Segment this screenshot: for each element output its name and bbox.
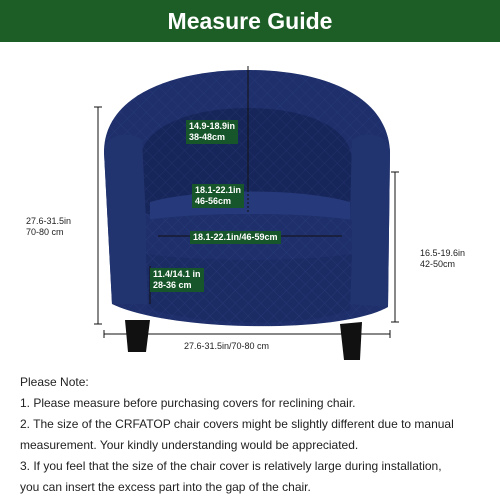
seat-depth-label: 18.1-22.1in 46-56cm	[192, 184, 244, 208]
note-line-3: measurement. Your kindly understanding would be appreciated.	[20, 438, 359, 452]
measure-guide-banner	[0, 0, 500, 42]
back-height-label: 14.9-18.9in 38-48cm	[186, 120, 238, 144]
chair-illustration	[0, 42, 500, 367]
note-line-5: you can insert the excess part into the gap of the chair.	[20, 480, 311, 494]
banner-title: Measure Guide	[167, 7, 333, 34]
chair-leg-right	[340, 322, 362, 360]
note-line-4: 3. If you feel that the size of the chair cover is relatively large during installation,	[20, 459, 442, 473]
chair-leg-left	[125, 320, 150, 352]
arm-height-label: 16.5-19.6in 42-50cm	[420, 248, 466, 269]
chair-figure	[0, 42, 500, 367]
skirt-height-label: 11.4/14.1 in 28-36 cm	[150, 268, 204, 292]
seat-width-label: 18.1-22.1in/46-59cm	[190, 231, 281, 244]
note-line-2: 2. The size of the CRFATOP chair covers might be slightly different due to manual	[20, 417, 454, 431]
notes-heading: Please Note:	[20, 375, 89, 389]
note-line-1: 1. Please measure before purchasing covers for reclining chair.	[20, 396, 356, 410]
total-width-label: 27.6-31.5in/70-80 cm	[184, 341, 270, 351]
chair-arm-right	[348, 135, 390, 307]
notes-section	[20, 372, 495, 498]
total-height-label: 27.6-31.5in 70-80 cm	[26, 216, 72, 237]
